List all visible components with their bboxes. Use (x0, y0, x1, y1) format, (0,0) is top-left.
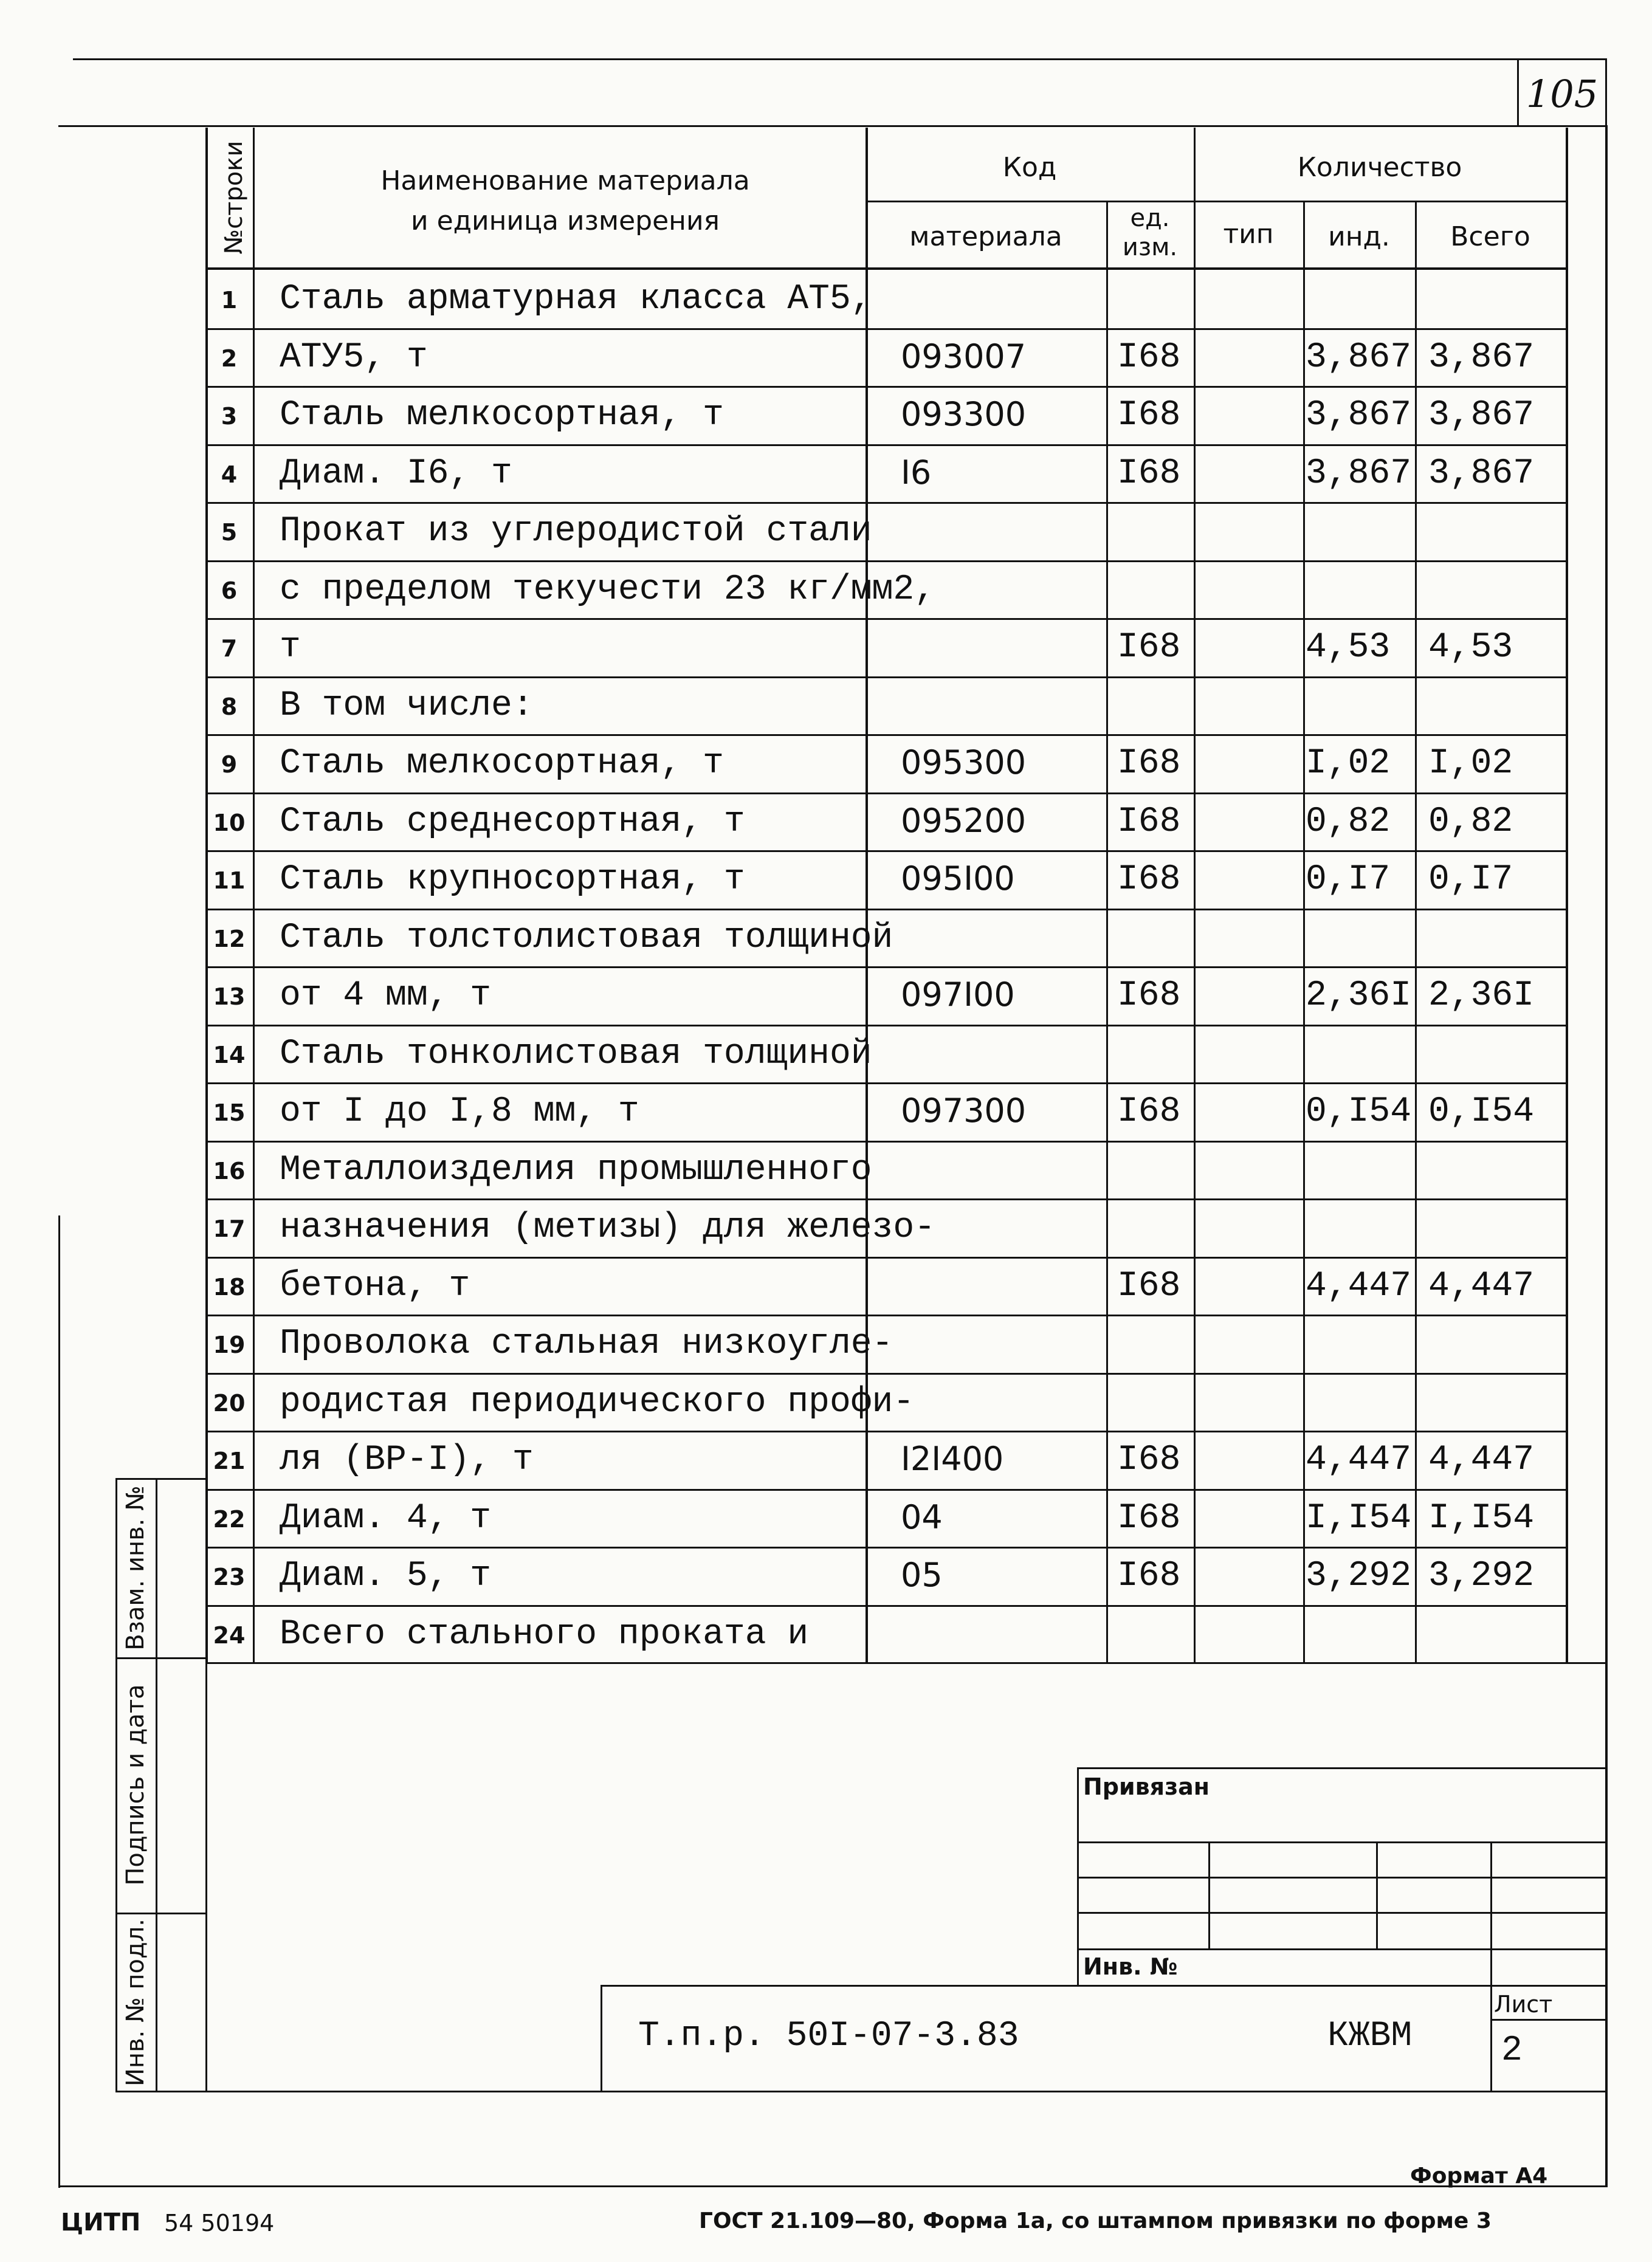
row-line (205, 966, 1566, 968)
row-name: Диам. I6, т (280, 453, 512, 493)
row-number: 23 (213, 1564, 246, 1590)
row-name: Сталь мелкосортная, т (280, 744, 724, 783)
row-line (205, 1547, 1566, 1549)
row-name: от 4 мм, т (280, 976, 492, 1016)
row-line (205, 909, 1566, 910)
col-line-unit (1194, 128, 1196, 1663)
row-line (205, 1025, 1566, 1026)
top-rule (73, 58, 1519, 60)
row-ind: 4,447 (1306, 1266, 1412, 1306)
row-total: 3,867 (1428, 337, 1535, 377)
col-line-type (1303, 201, 1305, 1663)
row-number: 24 (213, 1621, 246, 1649)
row-code: 05 (901, 1556, 943, 1594)
row-ind: 0,I7 (1306, 860, 1391, 899)
frame-left-lower (58, 1215, 60, 2188)
row-ind: 3,292 (1306, 1556, 1412, 1596)
row-line (205, 1489, 1566, 1491)
row-unit: I68 (1117, 860, 1181, 899)
row-name: Диам. 4, т (280, 1498, 492, 1538)
row-total: 3,867 (1428, 453, 1535, 493)
row-name: Сталь тонколистовая толщиной (280, 1034, 872, 1074)
row-line (205, 386, 1566, 388)
side-divider-2 (115, 1913, 207, 1914)
row-name: с пределом текучести 23 кг/мм2, (280, 569, 935, 610)
row-line (205, 502, 1566, 504)
privyazan-col-2 (1376, 1841, 1378, 1948)
header-code: Код (1002, 152, 1057, 183)
row-name: Сталь мелкосортная, т (280, 396, 724, 435)
row-number: 22 (213, 1505, 246, 1533)
page-number: 105 (1526, 72, 1599, 116)
row-name: от I до I,8 мм, т (280, 1092, 639, 1132)
row-number: 19 (213, 1332, 246, 1358)
stamp-bottom (205, 2091, 1607, 2092)
row-name: назначения (метизы) для железо- (280, 1208, 935, 1248)
row-line (205, 328, 1566, 330)
format-label: Формат А4 (1410, 2164, 1548, 2188)
row-line (205, 850, 1566, 852)
header-unit-line1: ед. (1130, 204, 1170, 232)
table-bottom (205, 1662, 1607, 1664)
doc-code: Т.п.р. 50I-07-3.83 (638, 2016, 1019, 2056)
row-unit: I68 (1117, 337, 1181, 377)
row-number: 18 (213, 1273, 246, 1301)
side-strip-bottom (115, 2091, 207, 2092)
row-name: бетона, т (280, 1266, 470, 1306)
row-number: 7 (221, 635, 238, 662)
row-ind: 4,53 (1306, 628, 1391, 667)
frame-bottom (58, 2185, 1608, 2187)
row-number: 21 (213, 1448, 246, 1474)
stamp-left (205, 1662, 207, 2092)
row-total: 4,53 (1428, 628, 1513, 667)
row-total: 3,867 (1428, 396, 1535, 435)
row-name: Проволока стальная низкоугле- (280, 1324, 893, 1364)
header-type: тип (1223, 219, 1274, 250)
col-line-right (1566, 128, 1568, 1663)
row-number: 15 (213, 1099, 246, 1126)
row-ind: 3,867 (1306, 453, 1412, 493)
row-total: 4,447 (1428, 1266, 1535, 1306)
row-line (205, 1141, 1566, 1143)
row-number: 3 (221, 403, 238, 430)
header-unit-line2: изм. (1122, 233, 1178, 261)
row-line (205, 1605, 1566, 1607)
row-number: 10 (213, 809, 246, 836)
row-name: родистая периодического профи- (280, 1382, 915, 1422)
footer-order: 54 50194 (164, 2210, 275, 2236)
row-ind: 3,867 (1306, 337, 1412, 377)
header-row-no: №строки (220, 140, 248, 255)
row-total: I,I54 (1428, 1498, 1535, 1538)
row-unit: I68 (1117, 976, 1181, 1016)
row-line (205, 792, 1566, 794)
row-number: 2 (221, 345, 238, 372)
col-line-no (253, 128, 255, 1663)
row-line (205, 734, 1566, 736)
row-unit: I68 (1117, 453, 1181, 493)
row-total: 0,I7 (1428, 860, 1513, 899)
row-line (205, 560, 1566, 562)
row-ind: 2,36I (1306, 976, 1412, 1016)
side-podpis: Подпись и дата (122, 1684, 150, 1886)
row-name: Сталь среднесортная, т (280, 802, 745, 842)
row-unit: I68 (1117, 802, 1181, 842)
sheet-divider (1490, 2019, 1607, 2021)
row-number: 12 (213, 925, 246, 952)
privyazan-row-1 (1077, 1841, 1607, 1843)
row-number: 17 (213, 1215, 246, 1242)
row-total: 2,36I (1428, 976, 1535, 1016)
row-code: 097300 (901, 1091, 1027, 1130)
row-line (205, 1082, 1566, 1084)
row-name: Всего стального проката и (280, 1614, 809, 1654)
privyazan-row-2 (1077, 1877, 1607, 1879)
row-code: 04 (901, 1497, 943, 1536)
side-inv-podl: Инв. № подл. (122, 1919, 150, 2086)
header-total: Всего (1450, 221, 1530, 252)
header-ind: инд. (1328, 221, 1390, 252)
row-unit: I68 (1117, 1556, 1181, 1596)
footer-org: ЦИТП (61, 2209, 141, 2236)
sheet-col (1490, 1985, 1492, 2092)
row-number: 1 (221, 287, 238, 314)
doc-mark: КЖВМ (1327, 2016, 1413, 2056)
row-line (205, 1373, 1566, 1375)
row-ind: I,02 (1306, 744, 1391, 783)
row-ind: 0,82 (1306, 802, 1391, 842)
header-bottom-line (205, 267, 1566, 270)
col-line-material (1106, 201, 1108, 1663)
row-ind: 4,447 (1306, 1440, 1412, 1480)
row-code: 097I00 (901, 975, 1015, 1014)
row-ind: 0,I54 (1306, 1092, 1412, 1132)
row-name: т (280, 628, 301, 667)
row-code: 093007 (901, 337, 1027, 376)
frame-top (58, 125, 1607, 127)
row-total: 4,447 (1428, 1440, 1535, 1480)
side-vzam: Взам. инв. № (122, 1485, 150, 1651)
row-name: ля (ВР-I), т (280, 1440, 534, 1480)
row-name: Сталь крупносортная, т (280, 860, 745, 899)
col-line-name (866, 128, 868, 1663)
title-block-left (601, 1985, 602, 2092)
row-line (205, 1198, 1566, 1200)
header-quantity: Количество (1297, 152, 1462, 183)
row-ind: 3,867 (1306, 396, 1412, 435)
row-total: 3,292 (1428, 1556, 1535, 1596)
row-unit: I68 (1117, 628, 1181, 667)
privyazan-row-3 (1077, 1912, 1607, 1914)
row-line (205, 444, 1566, 446)
row-number: 5 (221, 519, 238, 546)
row-line (205, 1315, 1566, 1316)
row-line (205, 618, 1566, 620)
header-material: материала (909, 221, 1062, 252)
row-line (205, 676, 1566, 678)
title-block-top (601, 1985, 1607, 1987)
sheet-number: 2 (1501, 2031, 1523, 2071)
sheet-label: Лист (1494, 1991, 1553, 2018)
row-unit: I68 (1117, 1498, 1181, 1538)
row-code: 095I00 (901, 859, 1015, 898)
footer-gost: ГОСТ 21.109—80, Форма 1а, со штампом привязки по форме 3 (699, 2209, 1492, 2233)
row-code: I6 (901, 453, 932, 492)
privyazan-row-4 (1077, 1948, 1607, 1950)
row-name: АТУ5, т (280, 337, 428, 377)
row-number: 14 (213, 1041, 246, 1068)
row-ind: I,I54 (1306, 1498, 1412, 1538)
side-strip-left (115, 1478, 117, 2091)
row-name: Диам. 5, т (280, 1556, 492, 1596)
row-unit: I68 (1117, 744, 1181, 783)
row-total: 0,I54 (1428, 1092, 1535, 1132)
row-code: I2I400 (901, 1440, 1004, 1478)
row-number: 11 (213, 867, 246, 894)
row-total: 0,82 (1428, 802, 1513, 842)
row-name: Прокат из углеродистой стали (280, 512, 872, 551)
row-line (205, 1257, 1566, 1259)
row-total: I,02 (1428, 744, 1513, 783)
side-divider-1 (115, 1657, 207, 1659)
row-number: 16 (213, 1157, 246, 1184)
row-number: 20 (213, 1389, 246, 1417)
row-unit: I68 (1117, 1440, 1181, 1480)
col-line-ind (1415, 201, 1417, 1663)
row-code: 095300 (901, 743, 1027, 782)
row-name: Сталь толстолистовая толщиной (280, 918, 893, 958)
row-number: 4 (221, 461, 238, 488)
side-strip-inner (156, 1478, 157, 2091)
row-number: 8 (221, 693, 238, 720)
row-number: 9 (221, 751, 238, 778)
row-number: 6 (221, 577, 238, 604)
privyazan-col-1 (1208, 1841, 1210, 1948)
row-unit: I68 (1117, 396, 1181, 435)
row-unit: I68 (1117, 1092, 1181, 1132)
row-number: 13 (213, 983, 246, 1010)
header-name-line2: и единица измерения (410, 205, 720, 236)
row-name: В том числе: (280, 686, 534, 726)
inv-no-label: Инв. № (1083, 1953, 1178, 1980)
row-unit: I68 (1117, 1266, 1181, 1306)
side-strip-top (115, 1478, 207, 1480)
header-name-line1: Наименование материала (380, 165, 750, 196)
row-line (205, 1431, 1566, 1432)
row-name: Металлоизделия промышленного (280, 1150, 872, 1190)
row-name: Сталь арматурная класса АТ5, (280, 280, 872, 319)
header-mid-line (866, 201, 1566, 202)
row-code: 093300 (901, 395, 1027, 433)
privyazan-col-3 (1490, 1841, 1492, 1986)
row-code: 095200 (901, 801, 1027, 840)
privyazan-label: Привязан (1083, 1773, 1210, 1800)
